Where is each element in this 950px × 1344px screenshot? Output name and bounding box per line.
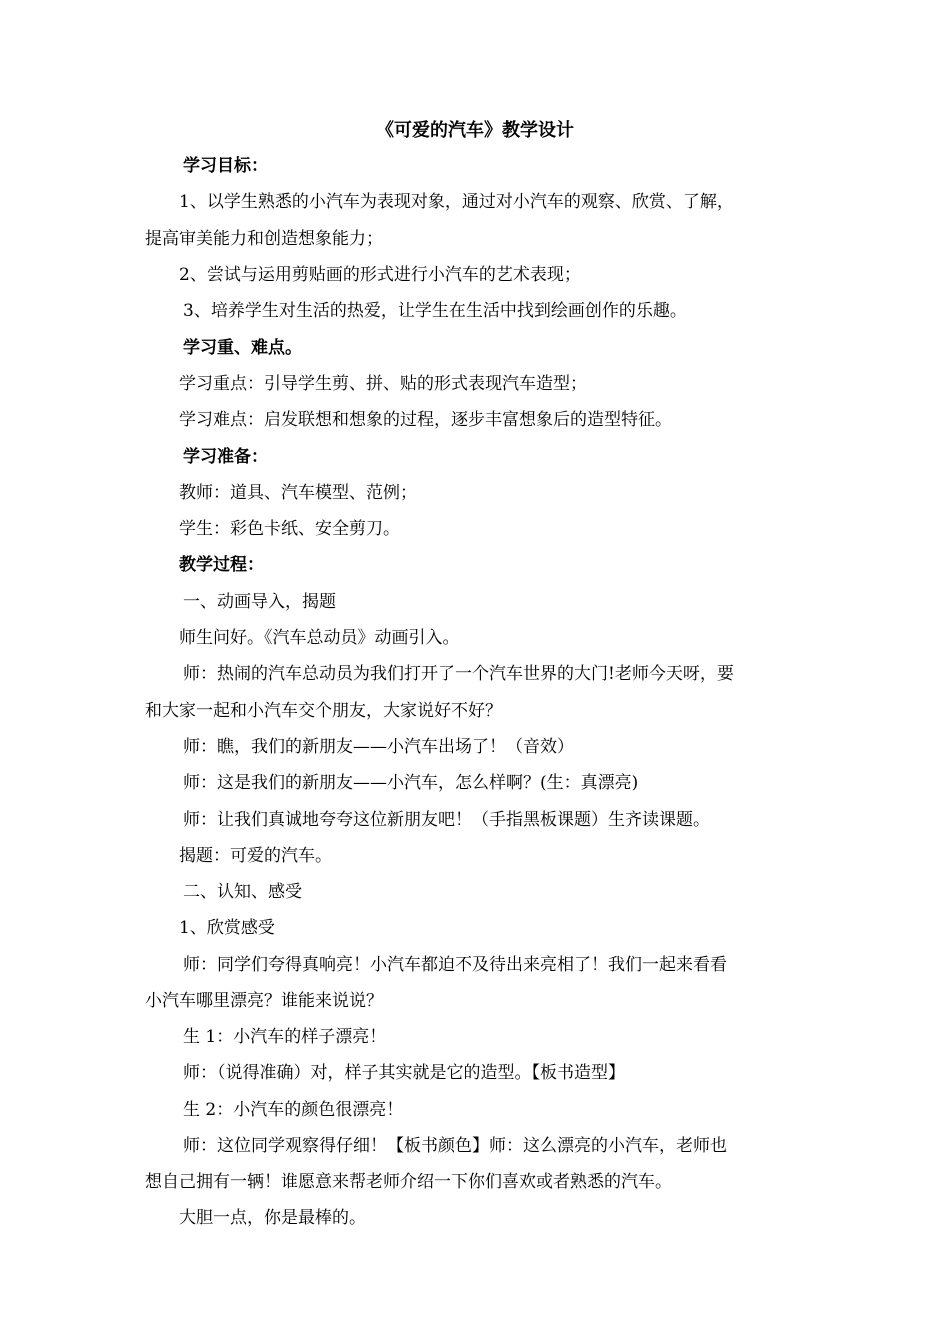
paragraph: 生 1：小汽车的样子漂亮！ [183, 1027, 387, 1047]
paragraph-cont: 和大家一起和小汽车交个朋友，大家说好不好？ [145, 701, 502, 721]
objective-1: 1、以学生熟悉的小汽车为表现对象，通过对小汽车的观察、欣赏、了解， [179, 192, 734, 212]
paragraph: 师：（说得准确）对，样子其实就是它的造型。【板书造型】 [183, 1063, 625, 1083]
difficult-point: 学习难点：启发联想和想象的过程，逐步丰富想象后的造型特征。 [179, 410, 672, 430]
paragraph: 师生问好。《汽车总动员》动画引入。 [179, 628, 460, 648]
paragraph-cont: 小汽车哪里漂亮？谁能来说说？ [145, 991, 383, 1011]
heading-preparation: 学习准备： [183, 447, 268, 467]
heading-key-points: 学习重、难点。 [183, 338, 302, 358]
paragraph: 师：这位同学观察得仔细！【板书颜色】师：这么漂亮的小汽车，老师也 [183, 1136, 727, 1156]
subsection-heading: 1、欣赏感受 [179, 918, 275, 938]
heading-process: 教学过程： [179, 555, 264, 575]
paragraph: 师：让我们真诚地夸夸这位新朋友吧！（手指黑板课题）生齐读课题。 [183, 810, 710, 830]
objective-3: 3、培养学生对生活的热爱，让学生在生活中找到绘画创作的乐趣。 [183, 301, 687, 321]
student-preparation: 学生：彩色卡纸、安全剪刀。 [179, 519, 400, 539]
paragraph: 师：同学们夸得真响亮！小汽车都迫不及待出来亮相了！我们一起来看看 [183, 955, 727, 975]
paragraph: 揭题：可爱的汽车。 [179, 846, 332, 866]
paragraph: 生 2：小汽车的颜色很漂亮！ [183, 1100, 404, 1120]
document-title: 《可爱的汽车》教学设计 [376, 120, 574, 141]
teacher-preparation: 教师：道具、汽车模型、范例； [179, 483, 417, 503]
paragraph: 师：这是我们的新朋友——小汽车，怎么样啊？(生：真漂亮) [183, 773, 639, 793]
objective-2: 2、尝试与运用剪贴画的形式进行小汽车的艺术表现； [179, 265, 581, 285]
key-point: 学习重点：引导学生剪、拼、贴的形式表现汽车造型； [179, 374, 587, 394]
section-1-heading: 一、动画导入，揭题 [183, 592, 336, 612]
paragraph: 师：瞧，我们的新朋友——小汽车出场了！（音效） [183, 737, 574, 757]
heading-objectives: 学习目标： [183, 156, 268, 176]
paragraph-cont: 想自己拥有一辆！谁愿意来帮老师介绍一下你们喜欢或者熟悉的汽车。 [145, 1172, 672, 1192]
paragraph: 大胆一点，你是最棒的。 [179, 1208, 366, 1228]
section-2-heading: 二、认知、感受 [183, 882, 302, 902]
paragraph: 师：热闹的汽车总动员为我们打开了一个汽车世界的大门!老师今天呀，要 [183, 664, 734, 684]
objective-1-cont: 提高审美能力和创造想象能力； [145, 229, 383, 249]
